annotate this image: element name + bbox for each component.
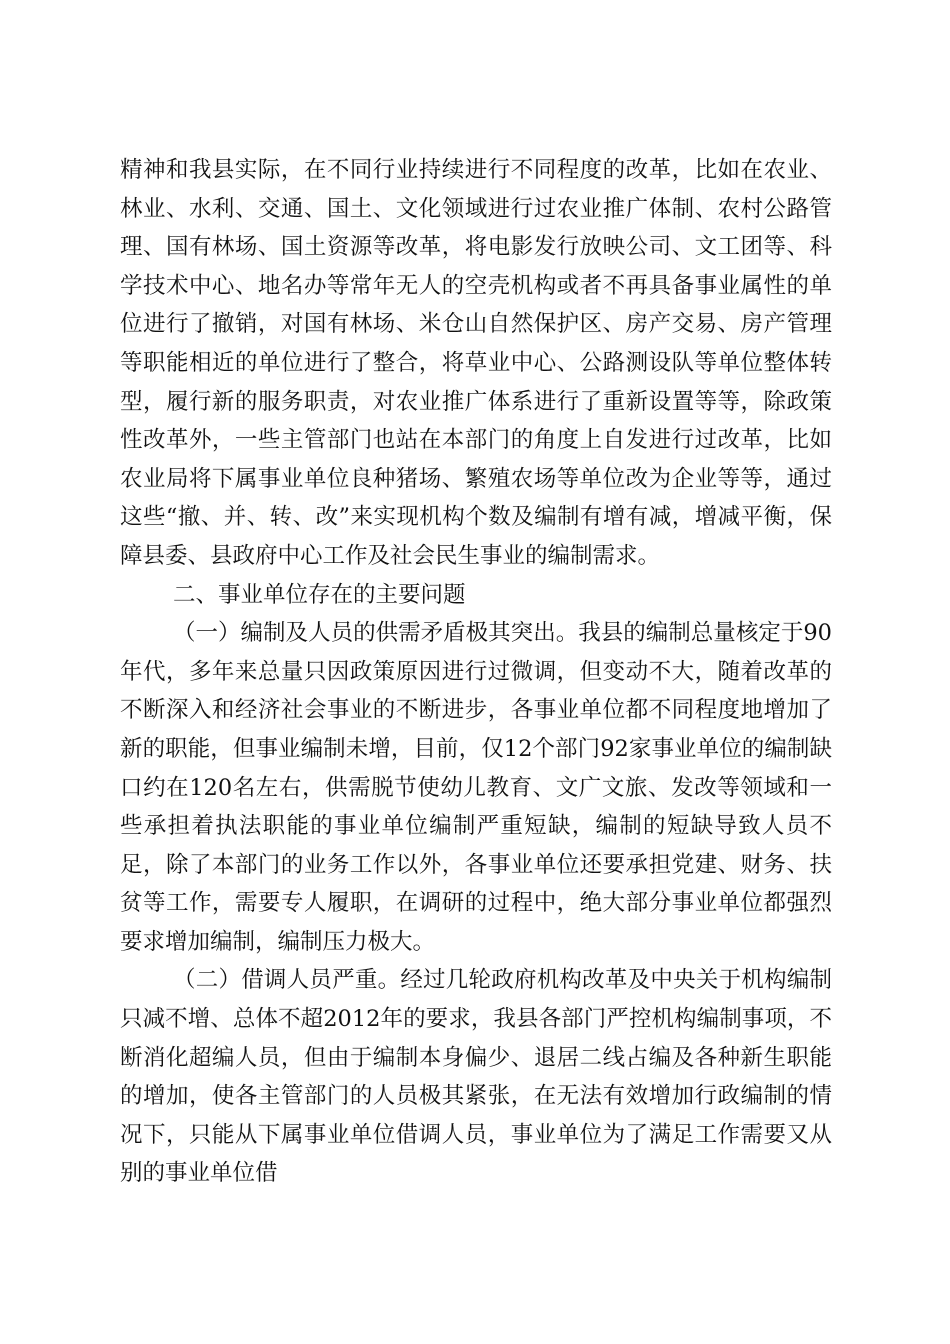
document-body (120, 151, 832, 1193)
section-heading-main-problems: 二、事业单位存在的主要问题 (173, 581, 466, 608)
subheading-staffing-shortage: （一）编制及人员的供需矛盾极其突出。 (173, 620, 579, 647)
paragraph-staffing-shortage (120, 614, 832, 961)
paragraph-secondment-body: 经过几轮政府机构改革及中央关于机构编制只减不增、总体不超2012年的要求，我县各部门严控机构编制事项，不断消化超编人员，但由于编制本身偏少、退居二线占编及各种新生职能的增加，使各主管部门的人员极其紧张，在无法有效增加行政编制的情况下，只能从下属事业单位借调人员，事业单位为了满足工作需要又从别的事业单位借 (120, 967, 832, 1187)
paragraph-secondment (120, 961, 832, 1193)
subheading-secondment: （二）借调人员严重。 (173, 967, 401, 994)
paragraph-reform-measures: 精神和我县实际，在不同行业持续进行不同程度的改革，比如在农业、林业、水利、交通、国土、文化领域进行过农业推广体制、农村公路管理、国有林场、国土资源等改革，将电影发行放映公司、文工团等、科学技术中心、地名办等常年无人的空壳机构或者不再具备事业属性的单位进行了撤销，对国有林场、米仓山自然保护区、房产交易、房产管理等职能相近的单位进行了整合，将草业中心、公路测设队等单位整体转型，履行新的服务职责，对农业推广体系进行了重新设置等等，除政策性改革外，一些主管部门也站在本部门的角度上自发进行过改革，比如农业局将下属事业单位良种猪场、繁殖农场等单位改为企业等等，通过这些“撤、并、转、改”来实现机构个数及编制有增有减，增减平衡，保障县委、县政府中心工作及社会民生事业的编制需求。 (120, 157, 832, 569)
paragraph-staffing-shortage-body: 我县的编制总量核定于90年代，多年来总量只因政策原因进行过微调，但变动不大，随着改革的不断深入和经济社会事业的不断进步，各事业单位都不同程度地增加了新的职能，但事业编制未增，目前，仅12个部门92家事业单位的编制缺口约在120名左右，供需脱节使幼儿教育、文广文旅、发改等领域和一些承担着执法职能的事业单位编制严重短缺，编制的短缺导致人员不足，除了本部门的业务工作以外，各事业单位还要承担党建、财务、扶贫等工作，需要专人履职，在调研的过程中，绝大部分事业单位都强烈要求增加编制，编制压力极大。 (120, 620, 832, 955)
